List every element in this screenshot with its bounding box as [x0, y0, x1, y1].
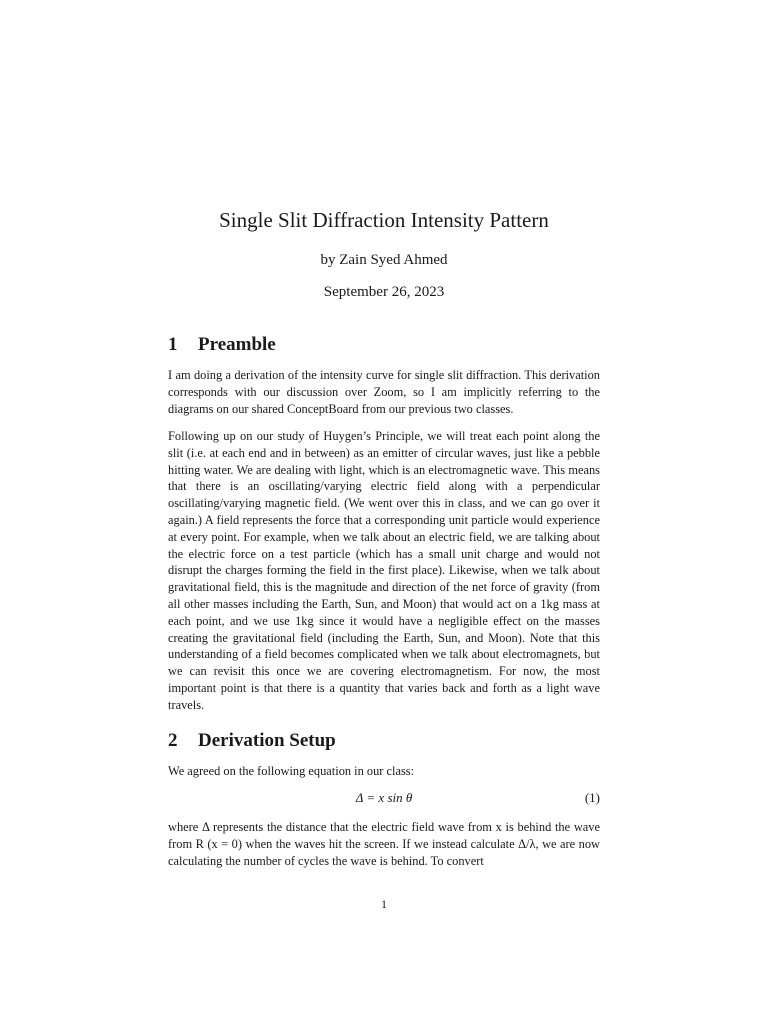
page-number: 1	[381, 897, 387, 911]
section-title: Preamble	[198, 334, 276, 355]
paper-title: Single Slit Diffraction Intensity Pattern	[219, 208, 549, 232]
section-title: Derivation Setup	[198, 730, 336, 751]
section-heading-derivation-setup	[168, 729, 336, 753]
equation-body: Δ = x sin θ	[355, 790, 413, 805]
paragraph-delta-explanation: where Δ represents the distance that the electric field wave from x is behind the wave from R (x = 0) when the waves hit the screen. If we instead calculate Δ/λ, we are now calculating the number of cycles the wave is behind. To convert	[168, 820, 600, 868]
equation-number: (1)	[584, 790, 600, 805]
paragraph-preamble-intro: I am doing a derivation of the intensity curve for single slit diffraction. This derivation corresponds with our discussion over Zoom, so I am implicitly referring to the diagrams on our shared ConceptBoard from our previous two classes.	[168, 368, 600, 416]
section-number: 1	[168, 334, 178, 355]
paper-author: by Zain Syed Ahmed	[320, 252, 448, 268]
section-number: 2	[168, 730, 178, 751]
equation-1	[168, 790, 600, 808]
paper-date: September 26, 2023	[323, 284, 445, 300]
section-heading-preamble	[168, 333, 276, 357]
paragraph-huygens: Following up on our study of Huygen’s Principle, we will treat each point along the slit (i.e. at each end and in between) as an emitter of circular waves, just like a pebble hitting water. We are dealing with light, which is an electromagnetic wave. This means that there is an oscillating/varying electric field along with a perpendicular oscillating/varying magnetic field. (We went over this in class, and we can go over it again.) A field represents the force that a corresponding unit particle would experience at every point. For example, when we talk about an electric field, we are talking about the electric force on a test particle (which has a small unit charge and would not disrupt the charges forming the field in the first place). Likewise, when we talk about gravitational field, this is the magnitude and direction of the net force of gravity (from all other masses including the Earth, Sun, and Moon) that would act on a 1kg mass at each point, and we use 1kg since it would have a negligible effect on the masses creating the gravitational field (including the Earth, Sun, and Moon). Note that this understanding of a field becomes complicated when we talk about electromagnets, but we can revisit this once we are covering electromagnetism. For now, the most important point is that there is a quantity that varies back and forth as a light wave travels.	[168, 429, 600, 712]
paragraph-equation-intro: We agreed on the following equation in our class:	[168, 764, 415, 778]
